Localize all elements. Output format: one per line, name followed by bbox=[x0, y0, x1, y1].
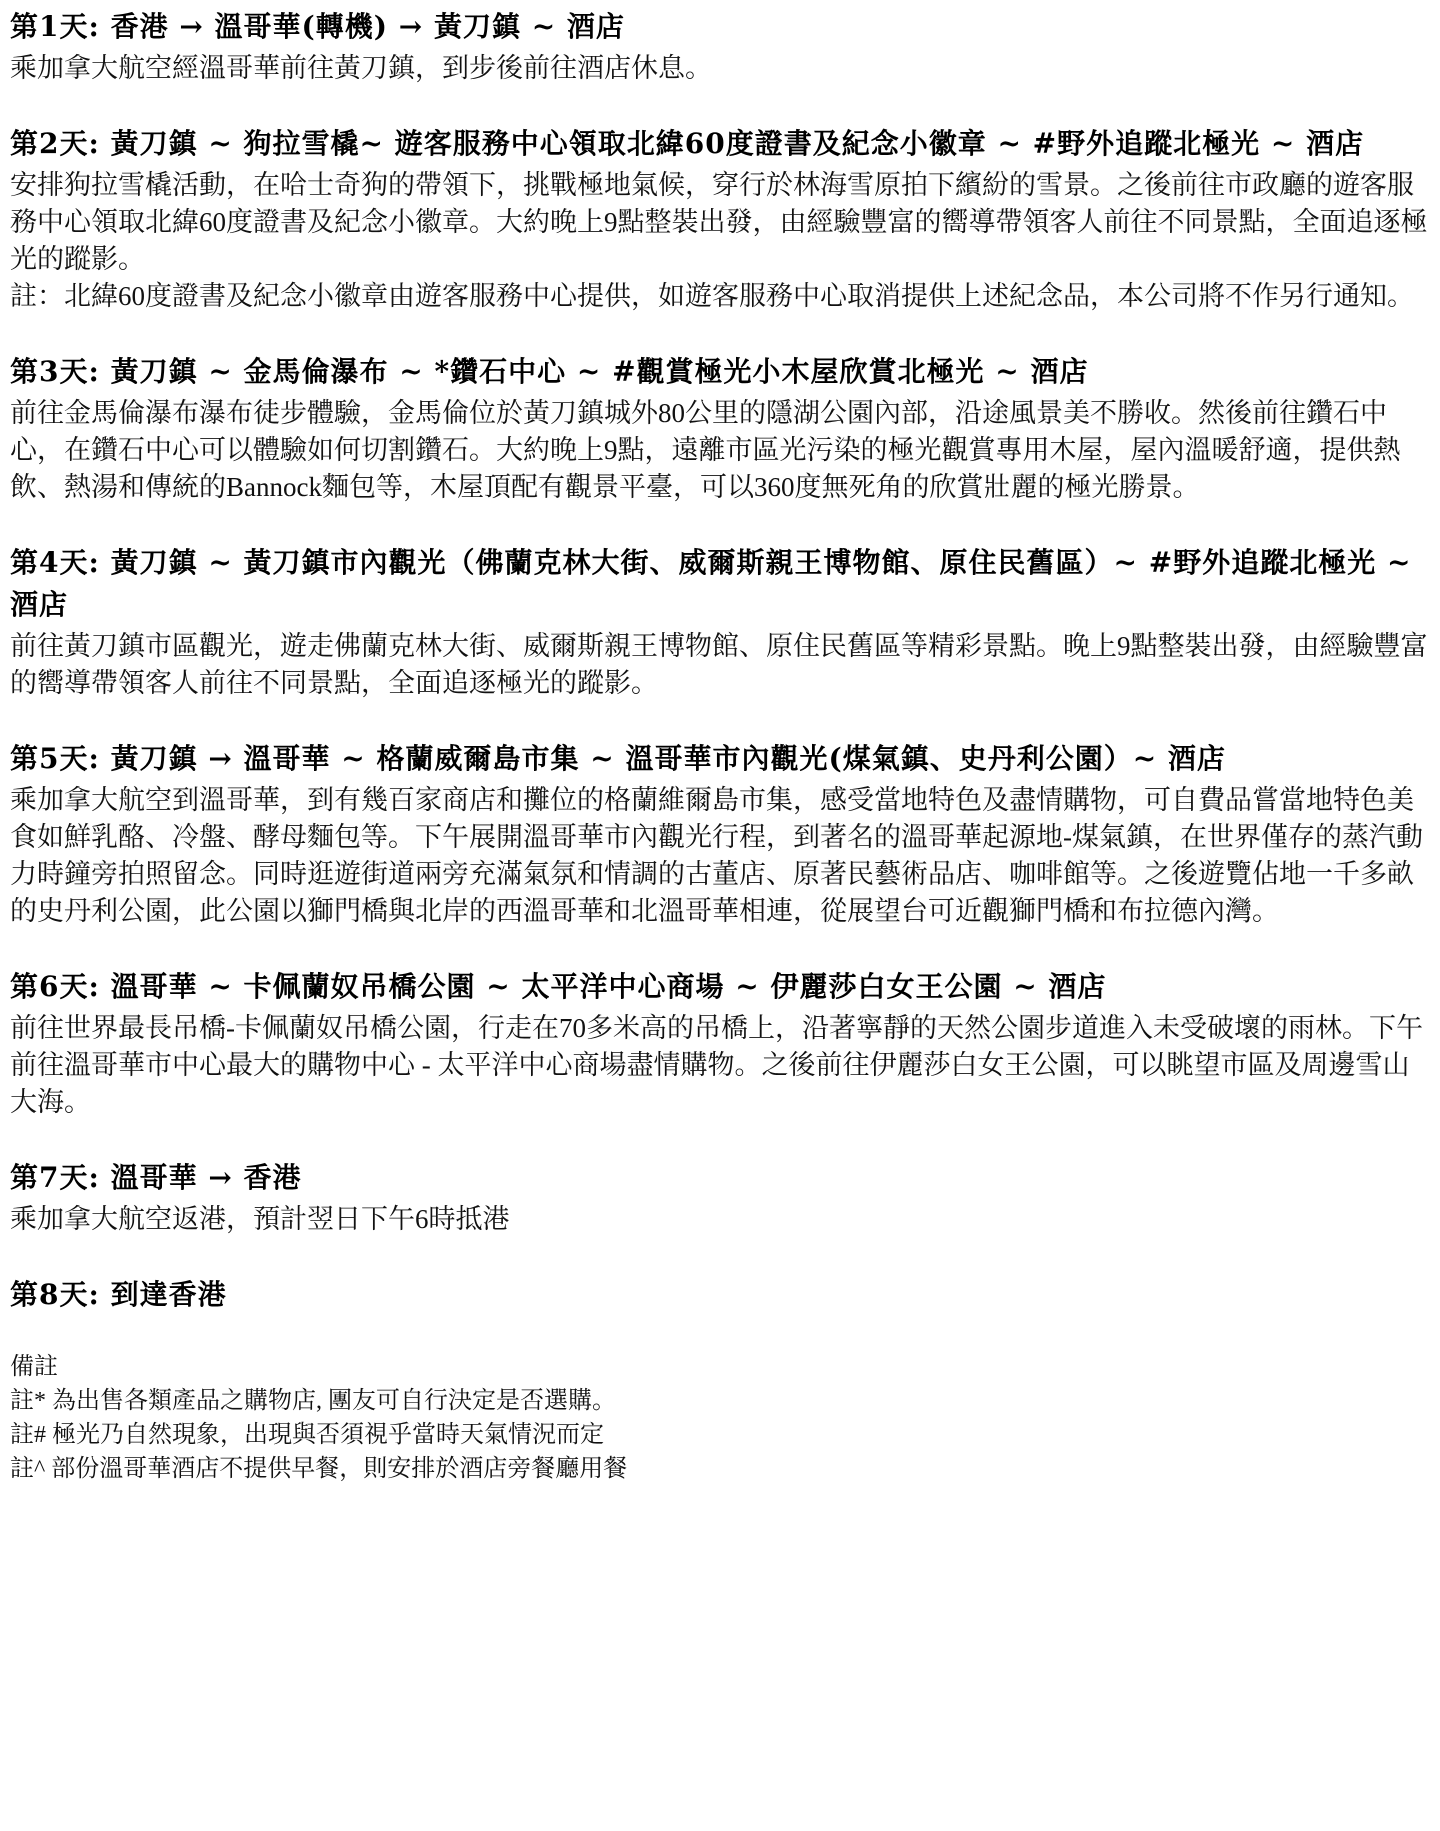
day-2-title: 第2天: 黃刀鎮 ~ 狗拉雪橇~ 遊客服務中心領取北緯60度證書及紀念小徽章 ~ #野外追蹤北極光 ~ 酒店 bbox=[10, 127, 1365, 160]
day-1-paragraph: 乘加拿大航空經溫哥華前往黃刀鎮，到步後前往酒店休息。 bbox=[10, 53, 712, 83]
day-3-title: 第3天: 黃刀鎮 ~ 金馬倫瀑布 ~ *鑽石中心 ~ #觀賞極光小木屋欣賞北極光 ~ 酒店 bbox=[10, 355, 1089, 388]
day-7-title: 第7天: 溫哥華 → 香港 bbox=[10, 1161, 302, 1194]
day-6-paragraph: 前往世界最長吊橋-卡佩蘭奴吊橋公園，行走在70多米高的吊橋上，沿著寧靜的天然公園步道進入未受破壞的雨林。下午前往溫哥華市中心最大的購物中心 - 太平洋中心商場盡情購物。之後前往伊麗莎白女王公園，可以眺望市區及周邊雪山大海。 bbox=[10, 1013, 1423, 1117]
day-8 bbox=[10, 1268, 1430, 1316]
day-7 bbox=[10, 1151, 1430, 1238]
remarks-heading: 備註 bbox=[10, 1354, 58, 1380]
day-1-body bbox=[10, 50, 1430, 87]
day-6-body bbox=[10, 1010, 1430, 1121]
day-2-body bbox=[10, 167, 1430, 315]
day-4-body bbox=[10, 628, 1430, 702]
remark-aurora: 註# 極光乃自然現象，出現與否須視乎當時天氣情況而定 bbox=[10, 1422, 604, 1448]
day-5-body bbox=[10, 782, 1430, 930]
day-8-title: 第8天: 到達香港 bbox=[10, 1278, 227, 1311]
day-4 bbox=[10, 536, 1430, 702]
day-2-note: 註：北緯60度證書及紀念小徽章由遊客服務中心提供，如遊客服務中心取消提供上述紀念品，本公司將不作另行通知。 bbox=[10, 281, 1414, 311]
day-1-title: 第1天: 香港 → 溫哥華(轉機) → 黃刀鎮 ~ 酒店 bbox=[10, 10, 625, 43]
remark-shopping: 註* 為出售各類產品之購物店, 團友可自行決定是否選購。 bbox=[10, 1388, 616, 1414]
itinerary-document bbox=[10, 0, 1430, 1486]
day-5 bbox=[10, 732, 1430, 930]
day-1 bbox=[10, 0, 1430, 87]
day-7-paragraph: 乘加拿大航空返港，預計翌日下午6時抵港 bbox=[10, 1204, 510, 1234]
day-6-title: 第6天: 溫哥華 ~ 卡佩蘭奴吊橋公園 ~ 太平洋中心商場 ~ 伊麗莎白女王公園 ~ 酒店 bbox=[10, 970, 1107, 1003]
day-5-paragraph: 乘加拿大航空到溫哥華，到有幾百家商店和攤位的格蘭維爾島市集，感受當地特色及盡情購物，可自費品嘗當地特色美食如鮮乳酪、冷盤、酵母麵包等。下午展開溫哥華市內觀光行程，到著名的溫哥華起源地-煤氣鎮，在世界僅存的蒸汽動力時鐘旁拍照留念。同時逛遊街道兩旁充滿氣氛和情調的古董店、原著民藝術品店、咖啡館等。之後遊覽佔地一千多畝的史丹利公園，此公園以獅門橋與北岸的西溫哥華和北溫哥華相連，從展望台可近觀獅門橋和布拉德內灣。 bbox=[10, 785, 1423, 926]
day-6 bbox=[10, 960, 1430, 1121]
remark-breakfast: 註^ 部份溫哥華酒店不提供早餐，則安排於酒店旁餐廳用餐 bbox=[10, 1456, 628, 1482]
day-3 bbox=[10, 345, 1430, 506]
day-4-paragraph: 前往黃刀鎮市區觀光，遊走佛蘭克林大街、威爾斯親王博物館、原住民舊區等精彩景點。晚上9點整裝出發，由經驗豐富的嚮導帶領客人前往不同景點，全面追逐極光的蹤影。 bbox=[10, 631, 1428, 698]
day-2 bbox=[10, 117, 1430, 315]
day-5-title: 第5天: 黃刀鎮 → 溫哥華 ~ 格蘭威爾島市集 ~ 溫哥華市內觀光(煤氣鎮、史丹利公園）~ 酒店 bbox=[10, 742, 1226, 775]
day-7-body bbox=[10, 1201, 1430, 1238]
remarks-section bbox=[10, 1350, 1430, 1486]
day-2-paragraph: 安排狗拉雪橇活動，在哈士奇狗的帶領下，挑戰極地氣候，穿行於林海雪原拍下繽紛的雪景。之後前往市政廳的遊客服務中心領取北緯60度證書及紀念小徽章。大約晚上9點整裝出發，由經驗豐富的嚮導帶領客人前往不同景點，全面追逐極光的蹤影。 bbox=[10, 170, 1428, 274]
day-4-title: 第4天: 黃刀鎮 ~ 黃刀鎮市內觀光（佛蘭克林大街、威爾斯親王博物館、原住民舊區）~ #野外追蹤北極光 ~ 酒店 bbox=[10, 546, 1412, 621]
day-3-body bbox=[10, 395, 1430, 506]
day-3-paragraph: 前往金馬倫瀑布瀑布徒步體驗，金馬倫位於黃刀鎮城外80公里的隱湖公園內部，沿途風景美不勝收。然後前往鑽石中心，在鑽石中心可以體驗如何切割鑽石。大約晚上9點，遠離市區光污染的極光觀賞專用木屋，屋內溫暖舒適，提供熱飲、熱湯和傳統的Bannock麵包等，木屋頂配有觀景平臺，可以360度無死角的欣賞壯麗的極光勝景。 bbox=[10, 398, 1401, 502]
